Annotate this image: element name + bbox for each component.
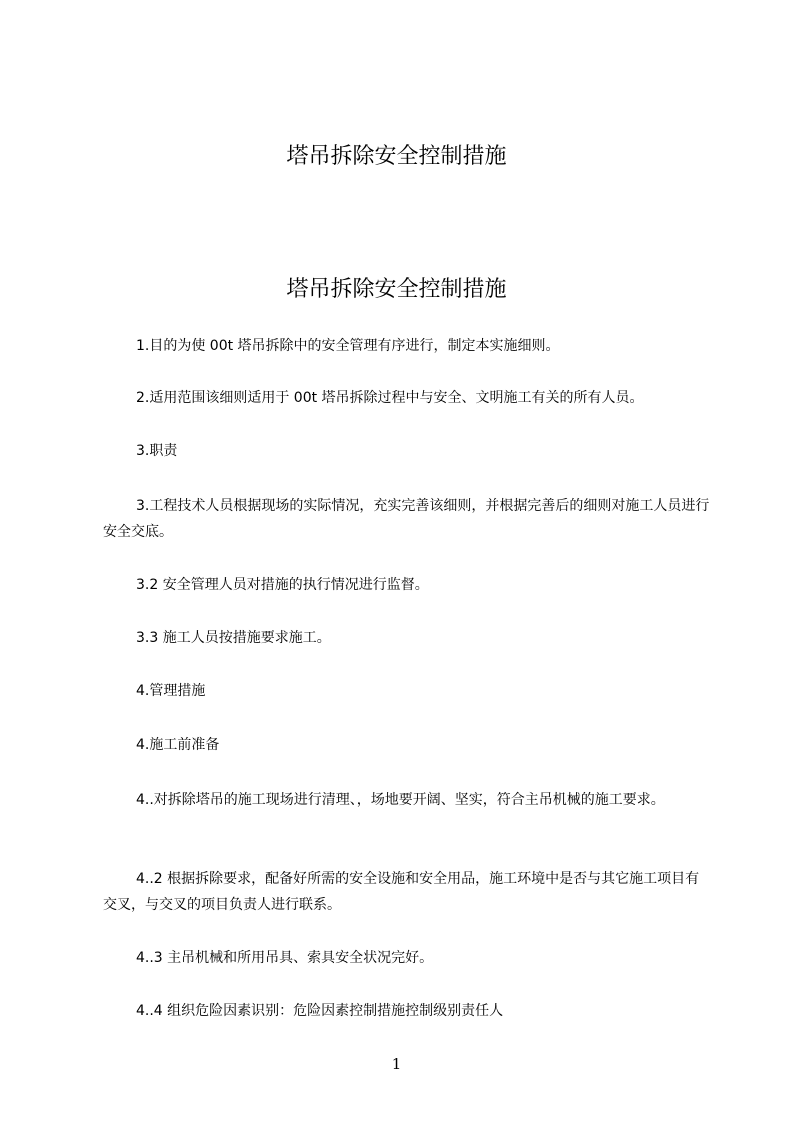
paragraph-site-cleanup: 4..对拆除塔吊的施工现场进行清理、，场地要开阔、坚实，符合主吊机械的施工要求。 <box>136 792 665 808</box>
paragraph-hazard-identification: 4..4 组织危险因素识别：危险因素控制措施控制级别责任人 <box>136 1003 504 1019</box>
page-number: 1 <box>391 1055 402 1073</box>
paragraph-safety-management: 3.2 安全管理人员对措施的执行情况进行监督。 <box>136 577 429 593</box>
paragraph-safety-equipment: 4..2 根据拆除要求，配备好所需的安全设施和安全用品，施工环境中是否与其它施工项目有交叉，与交叉的项目负责人进行联系。 <box>103 871 700 913</box>
document-heading: 塔吊拆除安全控制措施 <box>286 277 507 302</box>
paragraph-construction-staff: 3.3 施工人员按措施要求施工。 <box>136 630 331 646</box>
cover-title: 塔吊拆除安全控制措施 <box>286 144 507 169</box>
paragraph-scope: 2.适用范围该细则适用于 00t 塔吊拆除过程中与安全、文明施工有关的所有人员。 <box>136 390 644 406</box>
paragraph-engineering-staff: 3.工程技术人员根据现场的实际情况，充实完善该细则，并根据完善后的细则对施工人员进行安全交底。 <box>103 498 710 540</box>
paragraph-lifting-equipment: 4..3 主吊机械和所用吊具、索具安全状况完好。 <box>136 950 434 966</box>
paragraph-purpose: 1.目的为使 00t 塔吊拆除中的安全管理有序进行，制定本实施细则。 <box>136 338 560 354</box>
paragraph-responsibilities: 3.职责 <box>136 443 178 459</box>
paragraph-preparation: 4.施工前准备 <box>136 737 220 753</box>
paragraph-management-measures: 4.管理措施 <box>136 683 206 699</box>
